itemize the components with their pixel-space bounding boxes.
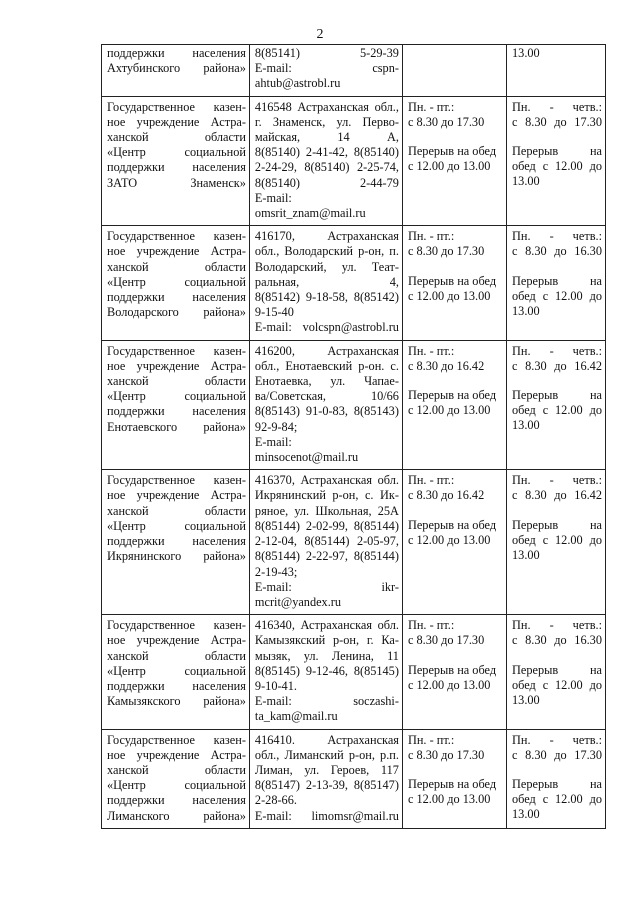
cell-line: поддержки населения bbox=[107, 404, 246, 419]
cell-line: ряное, ул. Школьная, 25А bbox=[254, 503, 399, 518]
weekday-hours-cell bbox=[402, 96, 506, 226]
institution-cell bbox=[102, 96, 250, 226]
cell-line: Перерыв на bbox=[512, 144, 602, 159]
cell-line: с 12.00 до 13.00 bbox=[407, 677, 491, 692]
friday-hours-cell bbox=[507, 226, 606, 340]
weekday-hours-cell bbox=[402, 226, 506, 340]
cell-line: Перерыв на bbox=[512, 776, 602, 791]
cell-line: 8(85147) 2-13-39, 8(85147) bbox=[254, 778, 399, 793]
cell-line: обед с 12.00 до bbox=[512, 532, 602, 547]
cell-line: minsocenot@mail.ru bbox=[254, 450, 359, 465]
cell-line: ta_kam@mail.ru bbox=[254, 709, 338, 724]
cell-line: E-mail: soczashi- bbox=[254, 694, 399, 709]
cell-line: 416548 Астраханская обл., bbox=[254, 99, 399, 114]
cell-line: Государственное казен- bbox=[107, 732, 246, 747]
cell-line: обл., Лиманский р-он, р.п. bbox=[254, 747, 399, 762]
contacts-cell bbox=[249, 45, 402, 97]
cell-line: Пн. - пт.: bbox=[407, 229, 455, 244]
cell-line: 8(85141) 5-29-39 bbox=[254, 46, 399, 60]
cell-line: 13.00 bbox=[512, 807, 540, 822]
cell-line: обл., Енотаевский р-он. с. bbox=[254, 358, 399, 373]
cell-line: 416410. Астраханская bbox=[254, 732, 399, 747]
contacts-cell bbox=[249, 96, 402, 226]
cell-line: 8(85144) 2-02-99, 8(85144) bbox=[254, 518, 399, 533]
cell-line: майская, 14 А, bbox=[254, 130, 399, 145]
cell-line: 9-15-40 bbox=[254, 305, 294, 320]
cell-line: 13.00 bbox=[512, 548, 540, 563]
cell-line: 416370, Астраханская обл. bbox=[254, 473, 399, 488]
cell-line: 13.00 bbox=[512, 174, 540, 189]
cell-line: 416340, Астраханская обл. bbox=[254, 618, 399, 633]
cell-line: Государственное казен- bbox=[107, 343, 246, 358]
cell-line: «Центр социальной bbox=[107, 778, 246, 793]
weekday-hours-cell bbox=[402, 729, 506, 828]
line-gap bbox=[512, 374, 602, 388]
cell-line: с 8.30 до 17.30 bbox=[407, 633, 485, 648]
cell-line: Перерыв на bbox=[512, 662, 602, 677]
cell-line: мызяк, ул. Ленина, 11 bbox=[254, 648, 399, 663]
cell-line: обед с 12.00 до bbox=[512, 159, 602, 174]
cell-line: Перерыв на обед bbox=[407, 517, 497, 532]
cell-line: Перерыв на обед bbox=[407, 776, 497, 791]
cell-line: ральная, 4, bbox=[254, 274, 399, 289]
table-row bbox=[102, 226, 606, 340]
cell-line: с 12.00 до 13.00 bbox=[407, 159, 491, 174]
cell-line: 13.00 bbox=[512, 304, 540, 319]
cell-line: E-mail: bbox=[254, 434, 292, 449]
cell-line: Камызякский р-он, г. Ка- bbox=[254, 633, 399, 648]
cell-line: ЗАТО Знаменск» bbox=[107, 175, 246, 190]
cell-line: Ахтубинского района» bbox=[107, 61, 246, 76]
friday-hours-cell bbox=[507, 96, 606, 226]
table-row bbox=[102, 470, 606, 615]
cell-line: поддержки населения bbox=[107, 290, 246, 305]
institution-cell bbox=[102, 615, 250, 729]
cell-line: с 12.00 до 13.00 bbox=[407, 792, 491, 807]
cell-line: E-mail: ikr- bbox=[254, 579, 399, 594]
cell-line: ное учреждение Астра- bbox=[107, 358, 246, 373]
cell-line: 13.00 bbox=[512, 46, 540, 60]
cell-line: с 12.00 до 13.00 bbox=[407, 532, 491, 547]
cell-line: Пн. - четв.: bbox=[512, 99, 602, 114]
cell-line: Пн. - четв.: bbox=[512, 732, 602, 747]
cell-line: 416200, Астраханская bbox=[254, 343, 399, 358]
cell-line: 2-28-66. bbox=[254, 793, 297, 808]
line-gap bbox=[408, 260, 503, 274]
page-number: 2 bbox=[316, 27, 324, 42]
cell-line: Перерыв на обед bbox=[407, 662, 497, 677]
cell-line: Володарский, ул. Теат- bbox=[254, 259, 399, 274]
table-row bbox=[102, 340, 606, 470]
cell-line: поддержки населения bbox=[107, 793, 246, 808]
cell-line: ханской области bbox=[107, 648, 246, 663]
institution-cell bbox=[102, 340, 250, 470]
contacts-cell bbox=[249, 729, 402, 828]
cell-line: 2-12-04, 8(85144) 2-05-97, bbox=[254, 534, 399, 549]
cell-line: ва/Советская, 10/66 bbox=[254, 389, 399, 404]
cell-line: с 8.30 до 17.30 bbox=[512, 114, 602, 129]
cell-line: Государственное казен- bbox=[107, 99, 246, 114]
cell-line: ханской области bbox=[107, 130, 246, 145]
cell-line: ahtub@astrobl.ru bbox=[254, 76, 341, 91]
line-gap bbox=[408, 130, 503, 144]
cell-line: «Центр социальной bbox=[107, 145, 246, 160]
cell-line: 8(85140) 2-44-79 bbox=[254, 175, 399, 190]
cell-line: Пн. - пт.: bbox=[407, 343, 455, 358]
cell-line: «Центр социальной bbox=[107, 389, 246, 404]
cell-line: E-mail: bbox=[254, 190, 292, 205]
cell-line: с 12.00 до 13.00 bbox=[407, 403, 491, 418]
cell-line: 13.00 bbox=[512, 418, 540, 433]
cell-line: omsrit_znam@mail.ru bbox=[254, 206, 366, 221]
friday-hours-cell bbox=[507, 470, 606, 615]
line-gap bbox=[408, 763, 503, 777]
cell-line: Пн. - четв.: bbox=[512, 343, 602, 358]
cell-line: 8(85142) 9-18-58, 8(85142) bbox=[254, 290, 399, 305]
cell-line: поддержки населения bbox=[107, 160, 246, 175]
cell-line: ханской области bbox=[107, 762, 246, 777]
cell-line: с 8.30 до 16.42 bbox=[407, 488, 485, 503]
line-gap bbox=[512, 763, 602, 777]
contacts-cell bbox=[249, 226, 402, 340]
cell-line: ханской области bbox=[107, 259, 246, 274]
contacts-cell bbox=[249, 470, 402, 615]
cell-line: E-mail: limomsr@mail.ru bbox=[254, 808, 399, 823]
cell-line: с 8.30 до 16.42 bbox=[407, 358, 485, 373]
cell-line: 9-10-41. bbox=[254, 678, 297, 693]
cell-line: E-mail: volcspn@astrobl.ru bbox=[254, 320, 399, 335]
cell-line: с 12.00 до 13.00 bbox=[407, 288, 491, 303]
cell-line: Перерыв на обед bbox=[407, 144, 497, 159]
cell-line: обед с 12.00 до bbox=[512, 288, 602, 303]
cell-line: 416170, Астраханская bbox=[254, 229, 399, 244]
cell-line: с 8.30 до 17.30 bbox=[407, 747, 485, 762]
cell-line: с 8.30 до 16.30 bbox=[512, 633, 602, 648]
line-gap bbox=[512, 130, 602, 144]
cell-line: ное учреждение Астра- bbox=[107, 633, 246, 648]
line-gap bbox=[408, 374, 503, 388]
cell-line: поддержки населения bbox=[107, 46, 246, 60]
contacts-cell bbox=[249, 340, 402, 470]
cell-line: Перерыв на bbox=[512, 517, 602, 532]
cell-line: Лиман, ул. Героев, 117 bbox=[254, 762, 399, 777]
line-gap bbox=[512, 649, 602, 663]
cell-line: ханской области bbox=[107, 374, 246, 389]
cell-line: 92-9-84; bbox=[254, 419, 298, 434]
cell-line: ное учреждение Астра- bbox=[107, 488, 246, 503]
cell-line: обед с 12.00 до bbox=[512, 792, 602, 807]
cell-line: с 8.30 до 16.42 bbox=[512, 358, 602, 373]
cell-line: Пн. - четв.: bbox=[512, 473, 602, 488]
cell-line: Володарского района» bbox=[107, 305, 246, 320]
friday-hours-cell bbox=[507, 729, 606, 828]
cell-line: «Центр социальной bbox=[107, 274, 246, 289]
cell-line: ное учреждение Астра- bbox=[107, 244, 246, 259]
institution-cell bbox=[102, 226, 250, 340]
cell-line: Лиманского района» bbox=[107, 808, 246, 823]
cell-line: 8(85145) 9-12-46, 8(85145) bbox=[254, 663, 399, 678]
cell-line: 8(85140) 2-41-42, 8(85140) bbox=[254, 145, 399, 160]
cell-line: поддержки населения bbox=[107, 534, 246, 549]
cell-line: Перерыв на обед bbox=[407, 273, 497, 288]
line-gap bbox=[408, 649, 503, 663]
table-row bbox=[102, 96, 606, 226]
cell-line: mcrit@yandex.ru bbox=[254, 594, 342, 609]
line-gap bbox=[408, 504, 503, 518]
cell-line: с 8.30 до 17.30 bbox=[407, 244, 485, 259]
friday-hours-cell bbox=[507, 45, 606, 97]
cell-line: Пн. - пт.: bbox=[407, 99, 455, 114]
cell-line: с 8.30 до 16.30 bbox=[512, 244, 602, 259]
cell-line: «Центр социальной bbox=[107, 663, 246, 678]
table-row bbox=[102, 615, 606, 729]
institutions-table bbox=[101, 44, 606, 829]
cell-line: с 8.30 до 17.30 bbox=[407, 114, 485, 129]
cell-line: Икрянинского района» bbox=[107, 549, 246, 564]
institution-cell bbox=[102, 45, 250, 97]
cell-line: Государственное казен- bbox=[107, 618, 246, 633]
cell-line: Икрянинский р-он, с. Ик- bbox=[254, 488, 399, 503]
cell-line: 8(85144) 2-22-97, 8(85144) bbox=[254, 549, 399, 564]
cell-line: Государственное казен- bbox=[107, 473, 246, 488]
cell-line: обед с 12.00 до bbox=[512, 403, 602, 418]
cell-line: Пн. - пт.: bbox=[407, 732, 455, 747]
cell-line: Енотаевка, ул. Чапае- bbox=[254, 374, 399, 389]
cell-line: Пн. - четв.: bbox=[512, 618, 602, 633]
cell-line: 13.00 bbox=[512, 692, 540, 707]
cell-line: Перерыв на bbox=[512, 273, 602, 288]
cell-line: ханской области bbox=[107, 503, 246, 518]
weekday-hours-cell bbox=[402, 340, 506, 470]
friday-hours-cell bbox=[507, 340, 606, 470]
weekday-hours-cell bbox=[402, 470, 506, 615]
cell-line: обл., Володарский р-он, п. bbox=[254, 244, 399, 259]
cell-line: E-mail: cspn- bbox=[254, 61, 399, 76]
contacts-cell bbox=[249, 615, 402, 729]
cell-line: 2-24-29, 8(85140) 2-25-74, bbox=[254, 160, 399, 175]
institution-cell bbox=[102, 470, 250, 615]
cell-line: 8(85143) 91-0-83, 8(85143) bbox=[254, 404, 399, 419]
cell-line: с 8.30 до 16.42 bbox=[512, 488, 602, 503]
cell-line: Пн. - четв.: bbox=[512, 229, 602, 244]
cell-line: Государственное казен- bbox=[107, 229, 246, 244]
weekday-hours-cell bbox=[402, 615, 506, 729]
table-row bbox=[102, 729, 606, 828]
table-body bbox=[102, 45, 606, 829]
cell-line: Перерыв на обед bbox=[407, 388, 497, 403]
institution-cell bbox=[102, 729, 250, 828]
cell-line: Пн. - пт.: bbox=[407, 473, 455, 488]
cell-line: Енотаевского района» bbox=[107, 419, 246, 434]
line-gap bbox=[512, 260, 602, 274]
cell-line: 2-19-43; bbox=[254, 564, 298, 579]
table-row bbox=[102, 45, 606, 97]
cell-line: Камызякского района» bbox=[107, 694, 246, 709]
cell-line: Перерыв на bbox=[512, 388, 602, 403]
cell-line: с 8.30 до 17.30 bbox=[512, 747, 602, 762]
cell-line: Пн. - пт.: bbox=[407, 618, 455, 633]
friday-hours-cell bbox=[507, 615, 606, 729]
cell-line: г. Знаменск, ул. Перво- bbox=[254, 114, 399, 129]
cell-line: поддержки населения bbox=[107, 678, 246, 693]
line-gap bbox=[512, 504, 602, 518]
cell-line: ное учреждение Астра- bbox=[107, 114, 246, 129]
cell-line: «Центр социальной bbox=[107, 518, 246, 533]
cell-line: обед с 12.00 до bbox=[512, 677, 602, 692]
weekday-hours-cell bbox=[402, 45, 506, 97]
cell-line: ное учреждение Астра- bbox=[107, 747, 246, 762]
